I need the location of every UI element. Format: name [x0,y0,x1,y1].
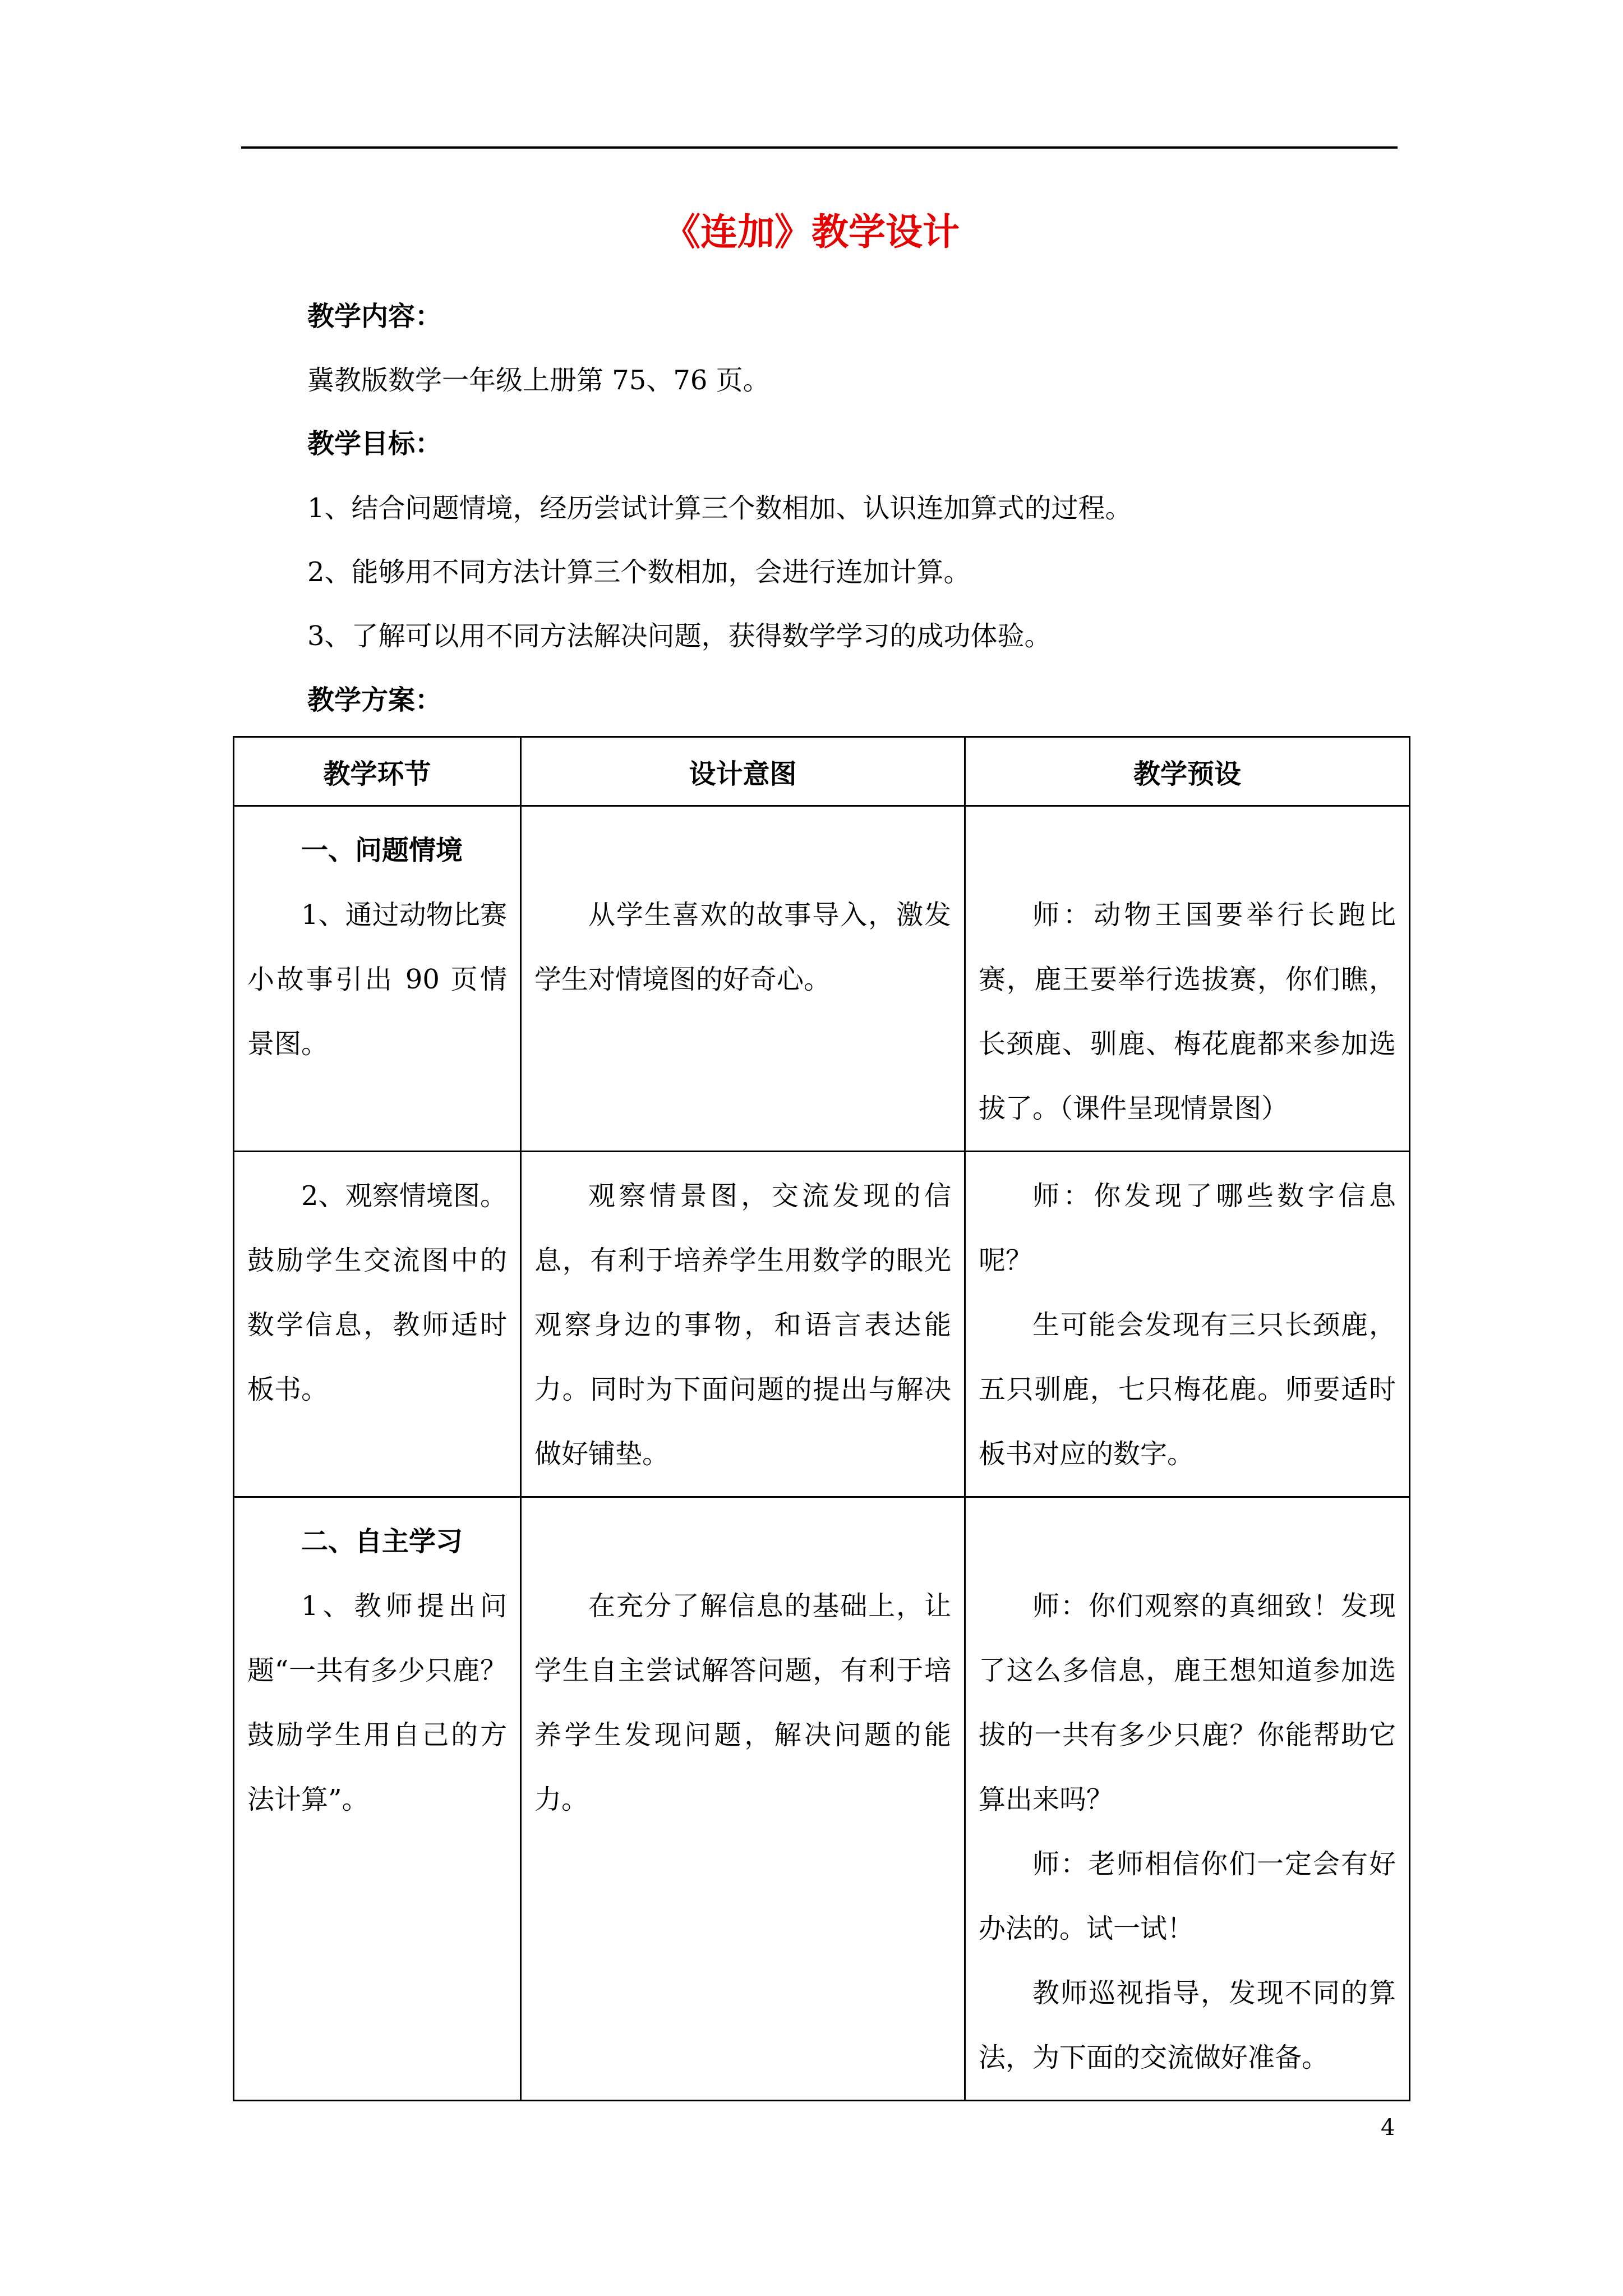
table-row [234,1152,1410,1497]
table-row [234,1497,1410,2101]
section-heading: 一、问题情境 [301,835,463,866]
goals-heading: 教学目标： [307,428,442,459]
header-stage: 教学环节 [234,737,521,806]
preset-text: 师：你们观察的真细致！发现了这么多信息，鹿王想知道参加选拔的一共有多少只鹿？你能帮助它算出来吗？ [979,1590,1396,1815]
stage-text: 2、观察情境图。鼓励学生交流图中的数学信息，教师适时板书。 [247,1180,507,1405]
header-rule [241,146,1398,149]
preset-text: 师：老师相信你们一定会有好办法的。试一试！ [979,1848,1396,1944]
table-header-row [234,737,1410,806]
intent-text: 在充分了解信息的基础上，让学生自主尝试解答问题，有利于培养学生发现问题，解决问题的能力。 [534,1590,951,1815]
goal-item: 3、了解可以用不同方法解决问题，获得数学学习的成功体验。 [307,620,1052,652]
intent-text: 观察情景图，交流发现的信息，有利于培养学生用数学的眼光观察身边的事物，和语言表达能力。同时为下面问题的提出与解决做好铺垫。 [534,1180,951,1470]
preset-cell [965,1152,1410,1497]
goal-item: 2、能够用不同方法计算三个数相加，会进行连加计算。 [307,556,971,588]
intent-cell [521,1497,965,2101]
intent-text: 从学生喜欢的故事导入，激发学生对情境图的好奇心。 [534,899,951,995]
stage-cell [234,806,521,1152]
preset-text: 师：你发现了哪些数字信息呢？ [979,1180,1396,1276]
intent-cell [521,806,965,1152]
preset-text: 教师巡视指导，发现不同的算法，为下面的交流做好准备。 [979,1977,1396,2073]
header-preset: 教学预设 [965,737,1410,806]
teaching-plan-table [233,736,1410,2101]
content-heading: 教学内容： [307,301,442,332]
stage-cell [234,1152,521,1497]
preset-text: 生可能会发现有三只长颈鹿，五只驯鹿，七只梅花鹿。师要适时板书对应的数字。 [979,1309,1396,1470]
document-title: 《连加》教学设计 [663,210,960,254]
preset-text: 师：动物王国要举行长跑比赛，鹿王要举行选拔赛，你们瞧，长颈鹿、驯鹿、梅花鹿都来参加选拔了。（课件呈现情景图） [979,899,1396,1124]
stage-cell [234,1497,521,2101]
content-text: 冀教版数学一年级上册第 75、76 页。 [307,365,770,396]
intent-cell [521,1152,965,1497]
section-heading: 二、自主学习 [301,1526,463,1557]
preset-cell [965,806,1410,1152]
table-row [234,806,1410,1152]
goal-item: 1、结合问题情境，经历尝试计算三个数相加、认识连加算式的过程。 [307,493,1132,524]
preset-cell [965,1497,1410,2101]
stage-text: 1、教师提出问题“一共有多少只鹿？鼓励学生用自己的方法计算”。 [247,1590,507,1815]
stage-text: 1、通过动物比赛小故事引出 90 页情景图。 [247,899,507,1060]
plan-heading: 教学方案： [307,684,442,716]
header-intent: 设计意图 [521,737,965,806]
page-number: 4 [1381,2115,1395,2141]
